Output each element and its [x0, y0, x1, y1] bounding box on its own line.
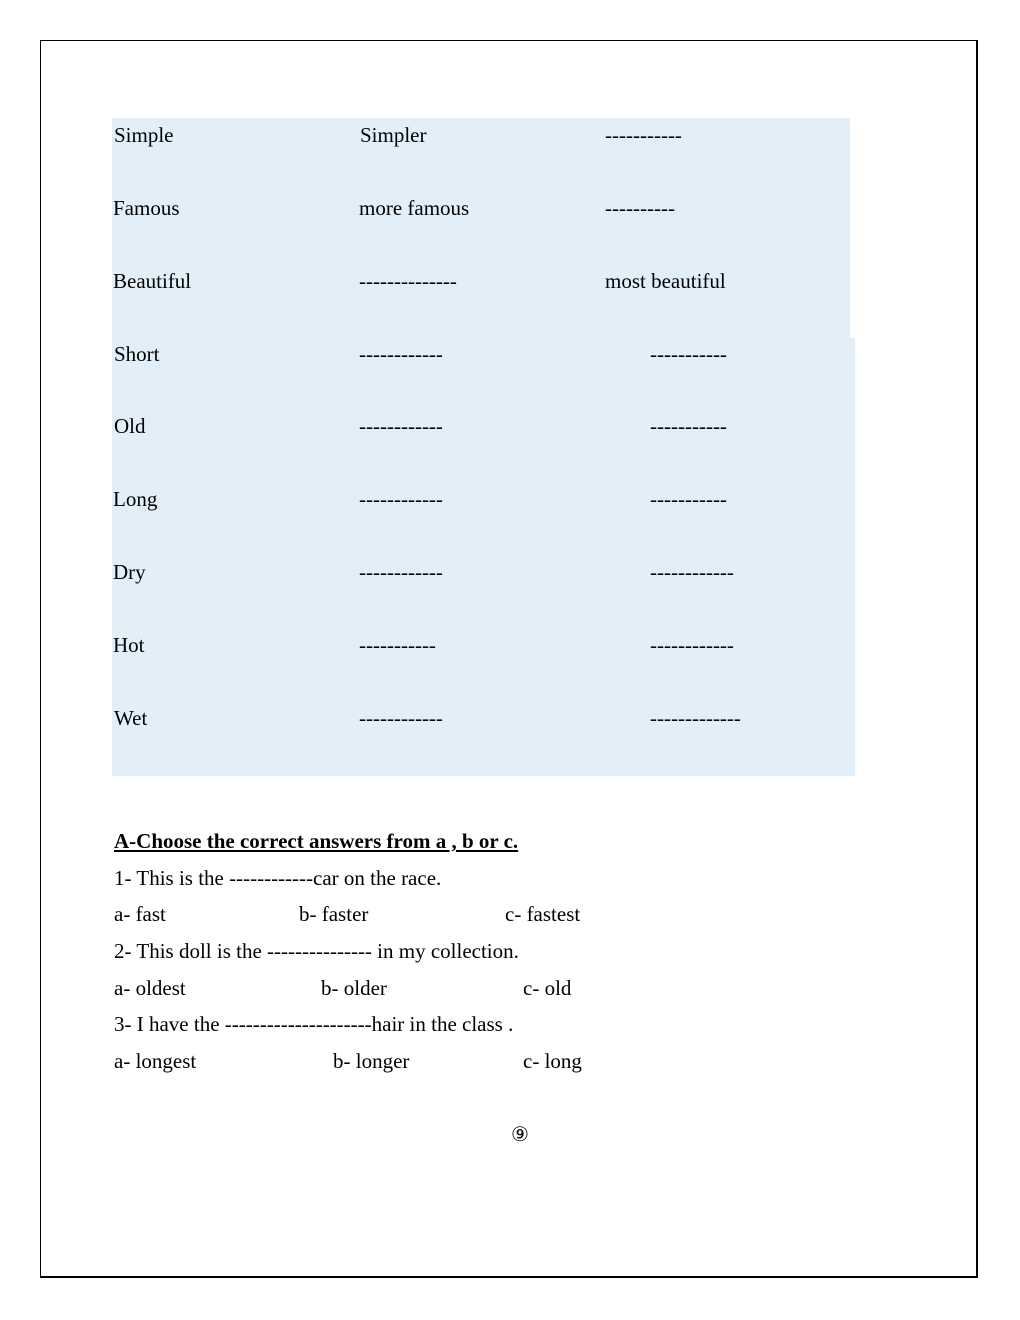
- table-cell-superlative: -----------: [605, 123, 682, 147]
- answer-option-a: a- fast: [114, 902, 166, 926]
- answer-option-b: b- older: [321, 976, 387, 1000]
- table-cell-superlative: most beautiful: [605, 269, 726, 293]
- question-text: 3- I have the ---------------------hair in the class .: [114, 1012, 514, 1036]
- answer-option-b: b- longer: [333, 1049, 410, 1073]
- table-cell-comparative: -----------: [359, 633, 436, 657]
- answer-option-c: c- old: [523, 976, 572, 1000]
- table-cell-adjective: Long: [113, 487, 158, 511]
- table-cell-superlative: -----------: [650, 414, 727, 438]
- table-cell-superlative: -------------: [650, 706, 741, 730]
- table-cell-comparative: Simpler: [360, 123, 427, 147]
- table-cell-superlative: ----------: [605, 196, 675, 220]
- table-cell-comparative: --------------: [359, 269, 457, 293]
- answer-option-c: c- fastest: [505, 902, 581, 926]
- table-cell-comparative: ------------: [359, 560, 443, 584]
- table-cell-comparative: ------------: [359, 706, 443, 730]
- answer-option-a: a- longest: [114, 1049, 197, 1073]
- table-cell-adjective: Famous: [113, 196, 180, 220]
- table-cell-adjective: Beautiful: [113, 269, 192, 293]
- table-cell-adjective: Wet: [114, 706, 148, 730]
- exercise-heading: A-Choose the correct answers from a , b or c.: [114, 829, 519, 853]
- table-cell-superlative: -----------: [650, 487, 727, 511]
- question-text: 2- This doll is the --------------- in my collection.: [114, 939, 519, 963]
- table-cell-adjective: Short: [114, 342, 160, 366]
- answer-option-b: b- faster: [299, 902, 369, 926]
- table-cell-comparative: ------------: [359, 487, 443, 511]
- page-number: ⑨: [511, 1122, 529, 1146]
- table-cell-adjective: Old: [114, 414, 146, 438]
- question-text: 1- This is the ------------car on the race.: [114, 866, 442, 890]
- table-cell-superlative: ------------: [650, 560, 734, 584]
- table-shading-top: [112, 118, 850, 340]
- table-cell-comparative: more famous: [359, 196, 470, 220]
- table-cell-comparative: ------------: [359, 342, 443, 366]
- table-cell-superlative: ------------: [650, 633, 734, 657]
- answer-option-c: c- long: [523, 1049, 582, 1073]
- table-cell-adjective: Dry: [113, 560, 146, 584]
- answer-option-a: a- oldest: [114, 976, 186, 1000]
- table-cell-adjective: Simple: [114, 123, 174, 147]
- table-cell-adjective: Hot: [113, 633, 145, 657]
- table-cell-comparative: ------------: [359, 414, 443, 438]
- table-shading-bottom: [112, 338, 855, 776]
- table-cell-superlative: -----------: [650, 342, 727, 366]
